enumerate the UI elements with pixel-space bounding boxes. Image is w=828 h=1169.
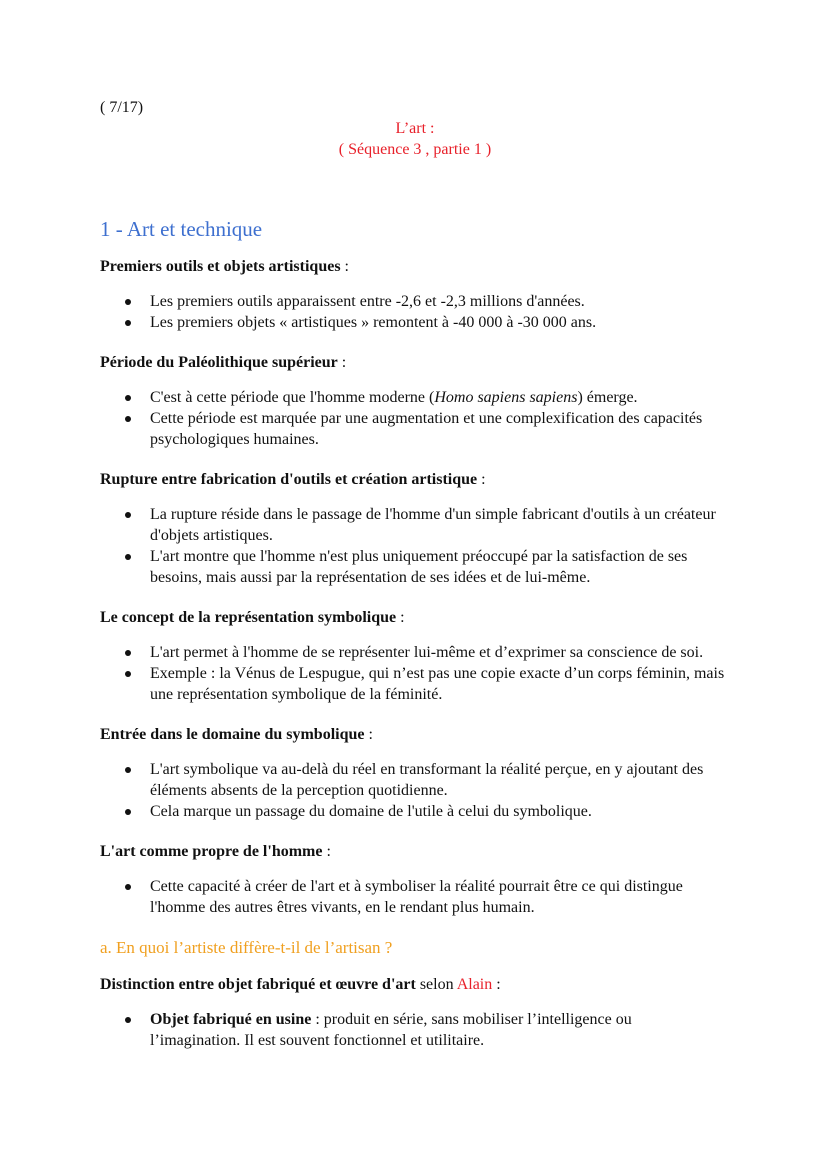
list-item — [100, 1009, 725, 1051]
sections — [100, 256, 730, 918]
section-title — [100, 352, 730, 373]
list-item — [100, 387, 725, 408]
text-segment: Exemple : la Vénus de Lespugue, qui n’est pas une copie exacte d’un corps féminin, mais une représentation symbolique de la féminité. — [150, 665, 725, 703]
distinction-list — [100, 1009, 730, 1051]
section-title — [100, 607, 730, 628]
bullet-list — [100, 642, 730, 705]
text-segment: L'art montre que l'homme n'est plus uniquement préoccupé par la satisfaction de ses besoins, mais aussi par la représentation de ses idées et de lui-même. — [150, 548, 688, 586]
distinction-title-bold: Distinction entre objet fabriqué et œuvre d'art — [100, 976, 416, 993]
list-item — [100, 546, 725, 588]
list-item — [100, 408, 725, 450]
document-subtitle: ( Séquence 3 , partie 1 ) — [338, 141, 492, 158]
author-name: Alain — [456, 976, 493, 993]
bullet-list — [100, 759, 730, 822]
text-segment: Les premiers outils apparaissent entre -2,6 et -2,3 millions d'années. — [150, 293, 585, 310]
section-title-suffix: : — [337, 354, 347, 371]
section-title-bold: L'art comme propre de l'homme — [100, 843, 323, 860]
section-title — [100, 724, 730, 745]
text-segment: ) émerge. — [577, 389, 638, 406]
section-title-bold: Entrée dans le domaine du symbolique — [100, 726, 365, 743]
section-heading: 1 - Art et technique — [100, 217, 263, 241]
list-item — [100, 876, 725, 918]
section-title-suffix: : — [340, 258, 349, 275]
bold-text: Objet fabriqué en usine — [150, 1011, 312, 1028]
text-segment: L'art symbolique va au-delà du réel en transformant la réalité perçue, en y ajoutant des éléments absents de la perception quotidienne. — [150, 761, 704, 799]
section-title-suffix: : — [396, 609, 405, 626]
text-segment: La rupture réside dans le passage de l'homme d'un simple fabricant d'outils à un créateur d'objets artistiques. — [150, 506, 716, 544]
list-item — [100, 642, 725, 663]
document-title: L’art : — [395, 120, 435, 137]
bullet-list — [100, 387, 730, 450]
text-segment: L'art permet à l'homme de se représenter lui-même et d’exprimer sa conscience de soi. — [150, 644, 704, 661]
section-title-bold: Premiers outils et objets artistiques — [100, 258, 341, 275]
text-segment: : produit en série, sans mobiliser l’intelligence ou l’imagination. Il est souvent fonctionnel et utilitaire. — [150, 1011, 632, 1049]
section-title-suffix: : — [322, 843, 331, 860]
section-title-suffix: : — [477, 471, 486, 488]
section-title-bold: Le concept de la représentation symbolique — [100, 609, 397, 626]
section-title-bold: Période du Paléolithique supérieur — [100, 354, 338, 371]
subheading: a. En quoi l’artiste diffère-t-il de l’artisan ? — [100, 938, 393, 957]
document-page — [100, 97, 730, 1070]
italic-text: Homo sapiens sapiens — [434, 389, 578, 406]
list-item — [100, 801, 725, 822]
section-title-suffix: : — [364, 726, 373, 743]
text-segment: Les premiers objets « artistiques » remontent à -40 000 à -30 000 ans. — [150, 314, 597, 331]
section-title — [100, 469, 730, 490]
list-item — [100, 312, 725, 333]
list-item — [100, 291, 725, 312]
bullet-list — [100, 504, 730, 588]
page-number: ( 7/17) — [100, 99, 144, 116]
section-title — [100, 841, 730, 862]
text-segment: Cette capacité à créer de l'art et à symboliser la réalité pourrait être ce qui distingue l'homme des autres êtres vivants, en le rendant plus humain. — [150, 878, 683, 916]
text-segment: Cela marque un passage du domaine de l'utile à celui du symbolique. — [150, 803, 592, 820]
text-segment: Cette période est marquée par une augmentation et une complexification des capacités psychologiques humaines. — [150, 410, 703, 448]
distinction-title — [100, 974, 730, 995]
list-item — [100, 504, 725, 546]
list-item — [100, 663, 725, 705]
bullet-list — [100, 876, 730, 918]
list-item — [100, 759, 725, 801]
bullet-list — [100, 291, 730, 333]
section-title-bold: Rupture entre fabrication d'outils et création artistique — [100, 471, 478, 488]
text-segment: C'est à cette période que l'homme moderne ( — [150, 389, 435, 406]
distinction-suffix: : — [492, 976, 501, 993]
section-title — [100, 256, 730, 277]
distinction-middle: selon — [415, 976, 457, 993]
